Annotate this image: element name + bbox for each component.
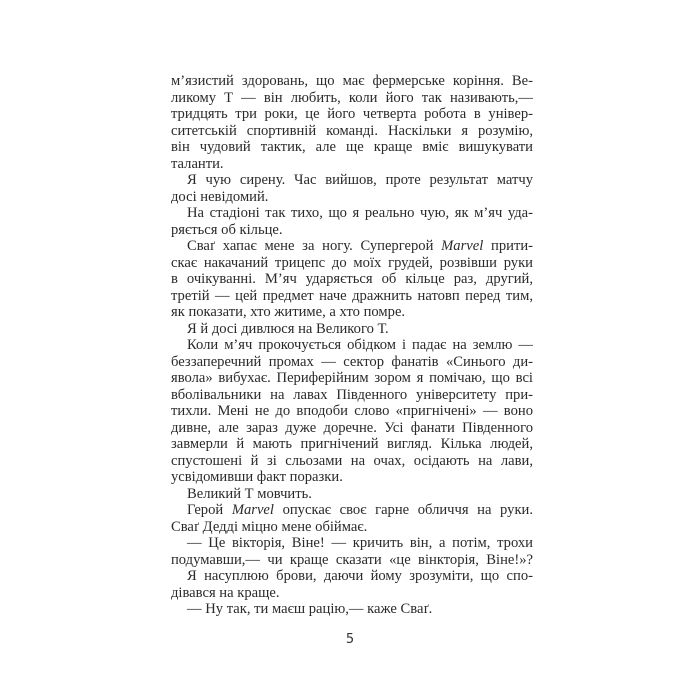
text-segment: ситетській спортивній команді. Наскільки я розумію, xyxy=(171,122,533,139)
text-segment: Коли м’яч прокочується обідком і падає на землю — xyxy=(187,337,533,353)
text-segment: Сваґ Дедді міцно мене обіймає. xyxy=(171,518,368,535)
text-line xyxy=(171,436,533,453)
text-segment: усвідомивши факт поразки. xyxy=(171,469,343,485)
text-line xyxy=(171,189,533,206)
text-segment: дивне, але зараз дуже доречне. Усі фанати Південного xyxy=(171,419,533,436)
text-segment: опускає своє гарне обличчя на руки. xyxy=(273,502,533,518)
text-segment: м’язистий здоровань, що має фермерське коріння. Ве- xyxy=(171,73,533,89)
text-line xyxy=(171,172,533,189)
text-segment: досі невідомий. xyxy=(171,188,269,205)
text-line xyxy=(171,354,533,371)
text-segment: дівався на краще. xyxy=(171,584,280,601)
text-segment: завмерли й мають пригнічений вигляд. Кілька людей, xyxy=(171,436,533,452)
text-line xyxy=(171,222,533,239)
text-segment: — Ну так, ти маєш рацію,— каже Сваґ. xyxy=(187,601,433,617)
text-segment: вболівальники на лавах Південного університету при- xyxy=(171,386,533,403)
text-line xyxy=(171,387,533,404)
text-line xyxy=(171,601,533,618)
text-line xyxy=(171,255,533,272)
text-segment: Я насуплюю брови, даючи йому зрозуміти, що спо- xyxy=(187,568,533,584)
text-line xyxy=(171,271,533,288)
text-segment: Великий Т мовчить. xyxy=(187,485,312,502)
text-segment: ряється об кільце. xyxy=(171,221,283,238)
text-line xyxy=(171,585,533,602)
text-line xyxy=(171,370,533,387)
text-segment: в очікуванні. М’яч ударяється об кільце раз, другий, xyxy=(171,271,533,287)
text-line xyxy=(171,337,533,354)
text-line xyxy=(171,486,533,503)
text-line xyxy=(171,238,533,255)
text-segment: Сваґ хапає мене за ногу. Супергерой xyxy=(187,238,442,254)
text-line xyxy=(171,139,533,156)
text-line xyxy=(171,288,533,305)
text-line xyxy=(171,552,533,569)
italic-text: Marvel xyxy=(231,502,274,518)
text-segment: Я й досі дивлюся на Великого Т. xyxy=(187,320,389,337)
text-segment: він чудовий тактик, але ще краще вміє вишукувати xyxy=(171,139,533,155)
text-line xyxy=(171,156,533,173)
text-line xyxy=(171,502,533,519)
text-line xyxy=(171,453,533,470)
italic-text: Marvel xyxy=(441,238,484,254)
page-number: 5 xyxy=(345,632,355,647)
text-line xyxy=(171,519,533,536)
text-segment: — Це вікторія, Віне! — кричить він, а потім, трохи xyxy=(187,535,533,551)
text-segment: Герой xyxy=(187,502,232,518)
text-line xyxy=(171,321,533,338)
body-text xyxy=(171,73,533,618)
text-segment: прити- xyxy=(483,238,533,254)
text-segment: спустошені й зі сльозами на очах, осідають на лави, xyxy=(171,452,533,469)
text-segment: як показати, хто житиме, а хто помре. xyxy=(171,304,406,320)
text-line xyxy=(171,420,533,437)
text-segment: скає накачаний трицепс до моїх грудей, розвівши руки xyxy=(171,254,533,271)
text-line xyxy=(171,304,533,321)
text-line xyxy=(171,403,533,420)
text-segment: беззаперечний промах — сектор фанатів «Синього ди- xyxy=(171,353,533,370)
text-line xyxy=(171,73,533,90)
text-line xyxy=(171,205,533,222)
text-segment: подумавши,— чи краще сказати «це вінкторія, Віне!»? xyxy=(171,551,533,568)
text-segment: На стадіоні так тихо, що я реально чую, як м’яч уда- xyxy=(187,205,533,221)
text-line xyxy=(171,90,533,107)
text-line xyxy=(171,106,533,123)
text-line xyxy=(171,535,533,552)
text-segment: таланти. xyxy=(171,155,224,172)
text-segment: ликому Т — він любить, коли його так називають,— xyxy=(171,89,533,106)
text-segment: тихли. Мені не до вподоби слово «пригнічені» — воно xyxy=(171,403,533,419)
text-segment: третій — цей предмет наче дражнить натовп перед тим, xyxy=(171,287,533,304)
text-segment: Я чую сирену. Час вийшов, проте результат матчу xyxy=(187,172,533,188)
text-segment: тридцять три роки, це його четверта робота в універ- xyxy=(171,106,533,122)
text-line xyxy=(171,469,533,486)
text-segment: явола» вибухає. Периферійним зором я помічаю, що всі xyxy=(171,370,533,386)
text-line xyxy=(171,123,533,140)
text-line xyxy=(171,568,533,585)
